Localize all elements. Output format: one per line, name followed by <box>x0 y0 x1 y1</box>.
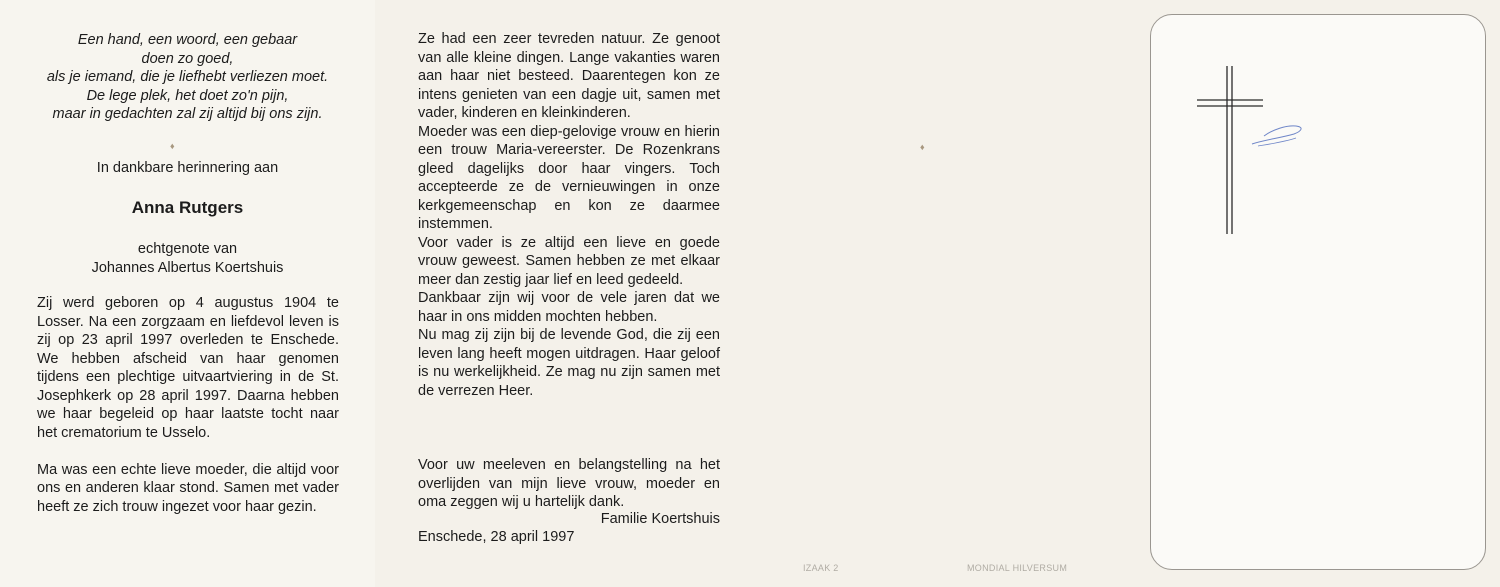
spouse-label: echtgenote van <box>137 241 238 257</box>
poem-line: als je iemand, die je liefhebt verliezen moet. <box>46 69 329 85</box>
thanks-text <box>418 456 720 512</box>
poem <box>0 31 375 124</box>
paragraph: Nu mag zij zijn bij de levende God, die zij een leven lang heeft mogen uitdragen. Haar geloof is nu werkelijkheid. Ze mag nu zijn samen met de verrezen Heer. <box>418 327 720 399</box>
cross-icon <box>1195 66 1265 236</box>
poem-line: maar in gedachten zal zij altijd bij ons zijn. <box>52 106 323 122</box>
printer-code: IZAAK 2 <box>803 563 839 573</box>
intro-text: In dankbare herinnering aan <box>96 160 279 176</box>
memorial-text <box>418 30 720 400</box>
paragraph: Ze had een zeer tevreden natuur. Ze genoot van alle kleine dingen. Lange vakanties waren aan haar niet besteed. Daarentegen kon ze intens genieten van een dagje uit, samen met vader, kinderen en kleinkinderen. <box>418 31 720 121</box>
poem-line: De lege plek, het doet zo'n pijn, <box>86 87 289 104</box>
spouse-info <box>0 240 375 277</box>
deceased-name: Anna Rutgers <box>131 198 244 217</box>
paragraph: Voor vader is ze altijd een lieve en goede vrouw geweest. Samen hebben ze met elkaar meer dan zestig jaar lief en leed gedeeld. <box>418 234 720 288</box>
pen-mark-icon <box>1250 122 1306 150</box>
paragraph: Voor uw meeleven en belangstelling na het overlijden van mijn lieve vrouw, moeder en oma zeggen wij u hartelijk dank. <box>418 457 720 510</box>
spouse-name: Johannes Albertus Koertshuis <box>91 259 284 276</box>
biography <box>37 294 339 516</box>
paragraph: Ma was een echte lieve moeder, die altijd voor ons en anderen klaar stond. Samen met vader heeft ze zich trouw ingezet voor haar gezin. <box>37 461 339 515</box>
ornament-icon: ♦ <box>170 141 175 151</box>
ornament-icon: ♦ <box>920 142 925 152</box>
poem-line: doen zo goed, <box>141 50 234 67</box>
paragraph: Dankbaar zijn wij voor de vele jaren dat we haar in ons midden mochten hebben. <box>418 290 720 325</box>
paragraph: Zij werd geboren op 4 augustus 1904 te Losser. Na een zorgzaam en liefdevol leven is zij op 23 april 1997 overleden te Enschede. We hebben afscheid van haar genomen tijdens een plechtige uitvaartviering in de St. Josephkerk op 28 april 1997. Daarna hebben we haar begeleid op haar laatste tocht naar het crematorium te Usselo. <box>37 295 339 441</box>
printer-name: MONDIAL HILVERSUM <box>967 563 1068 573</box>
paragraph: Moeder was een diep-gelovige vrouw en hierin een trouw Maria-vereerster. De Rozenkrans gleed dagelijks door haar vingers. Toch accepteerde ze de vernieuwingen in onze kerkgemeenschap en kon ze daarmee instemmen. <box>418 123 720 232</box>
poem-line: Een hand, een woord, een gebaar <box>77 32 298 48</box>
place-date: Enschede, 28 april 1997 <box>418 529 575 545</box>
signature: Familie Koertshuis <box>600 511 720 527</box>
